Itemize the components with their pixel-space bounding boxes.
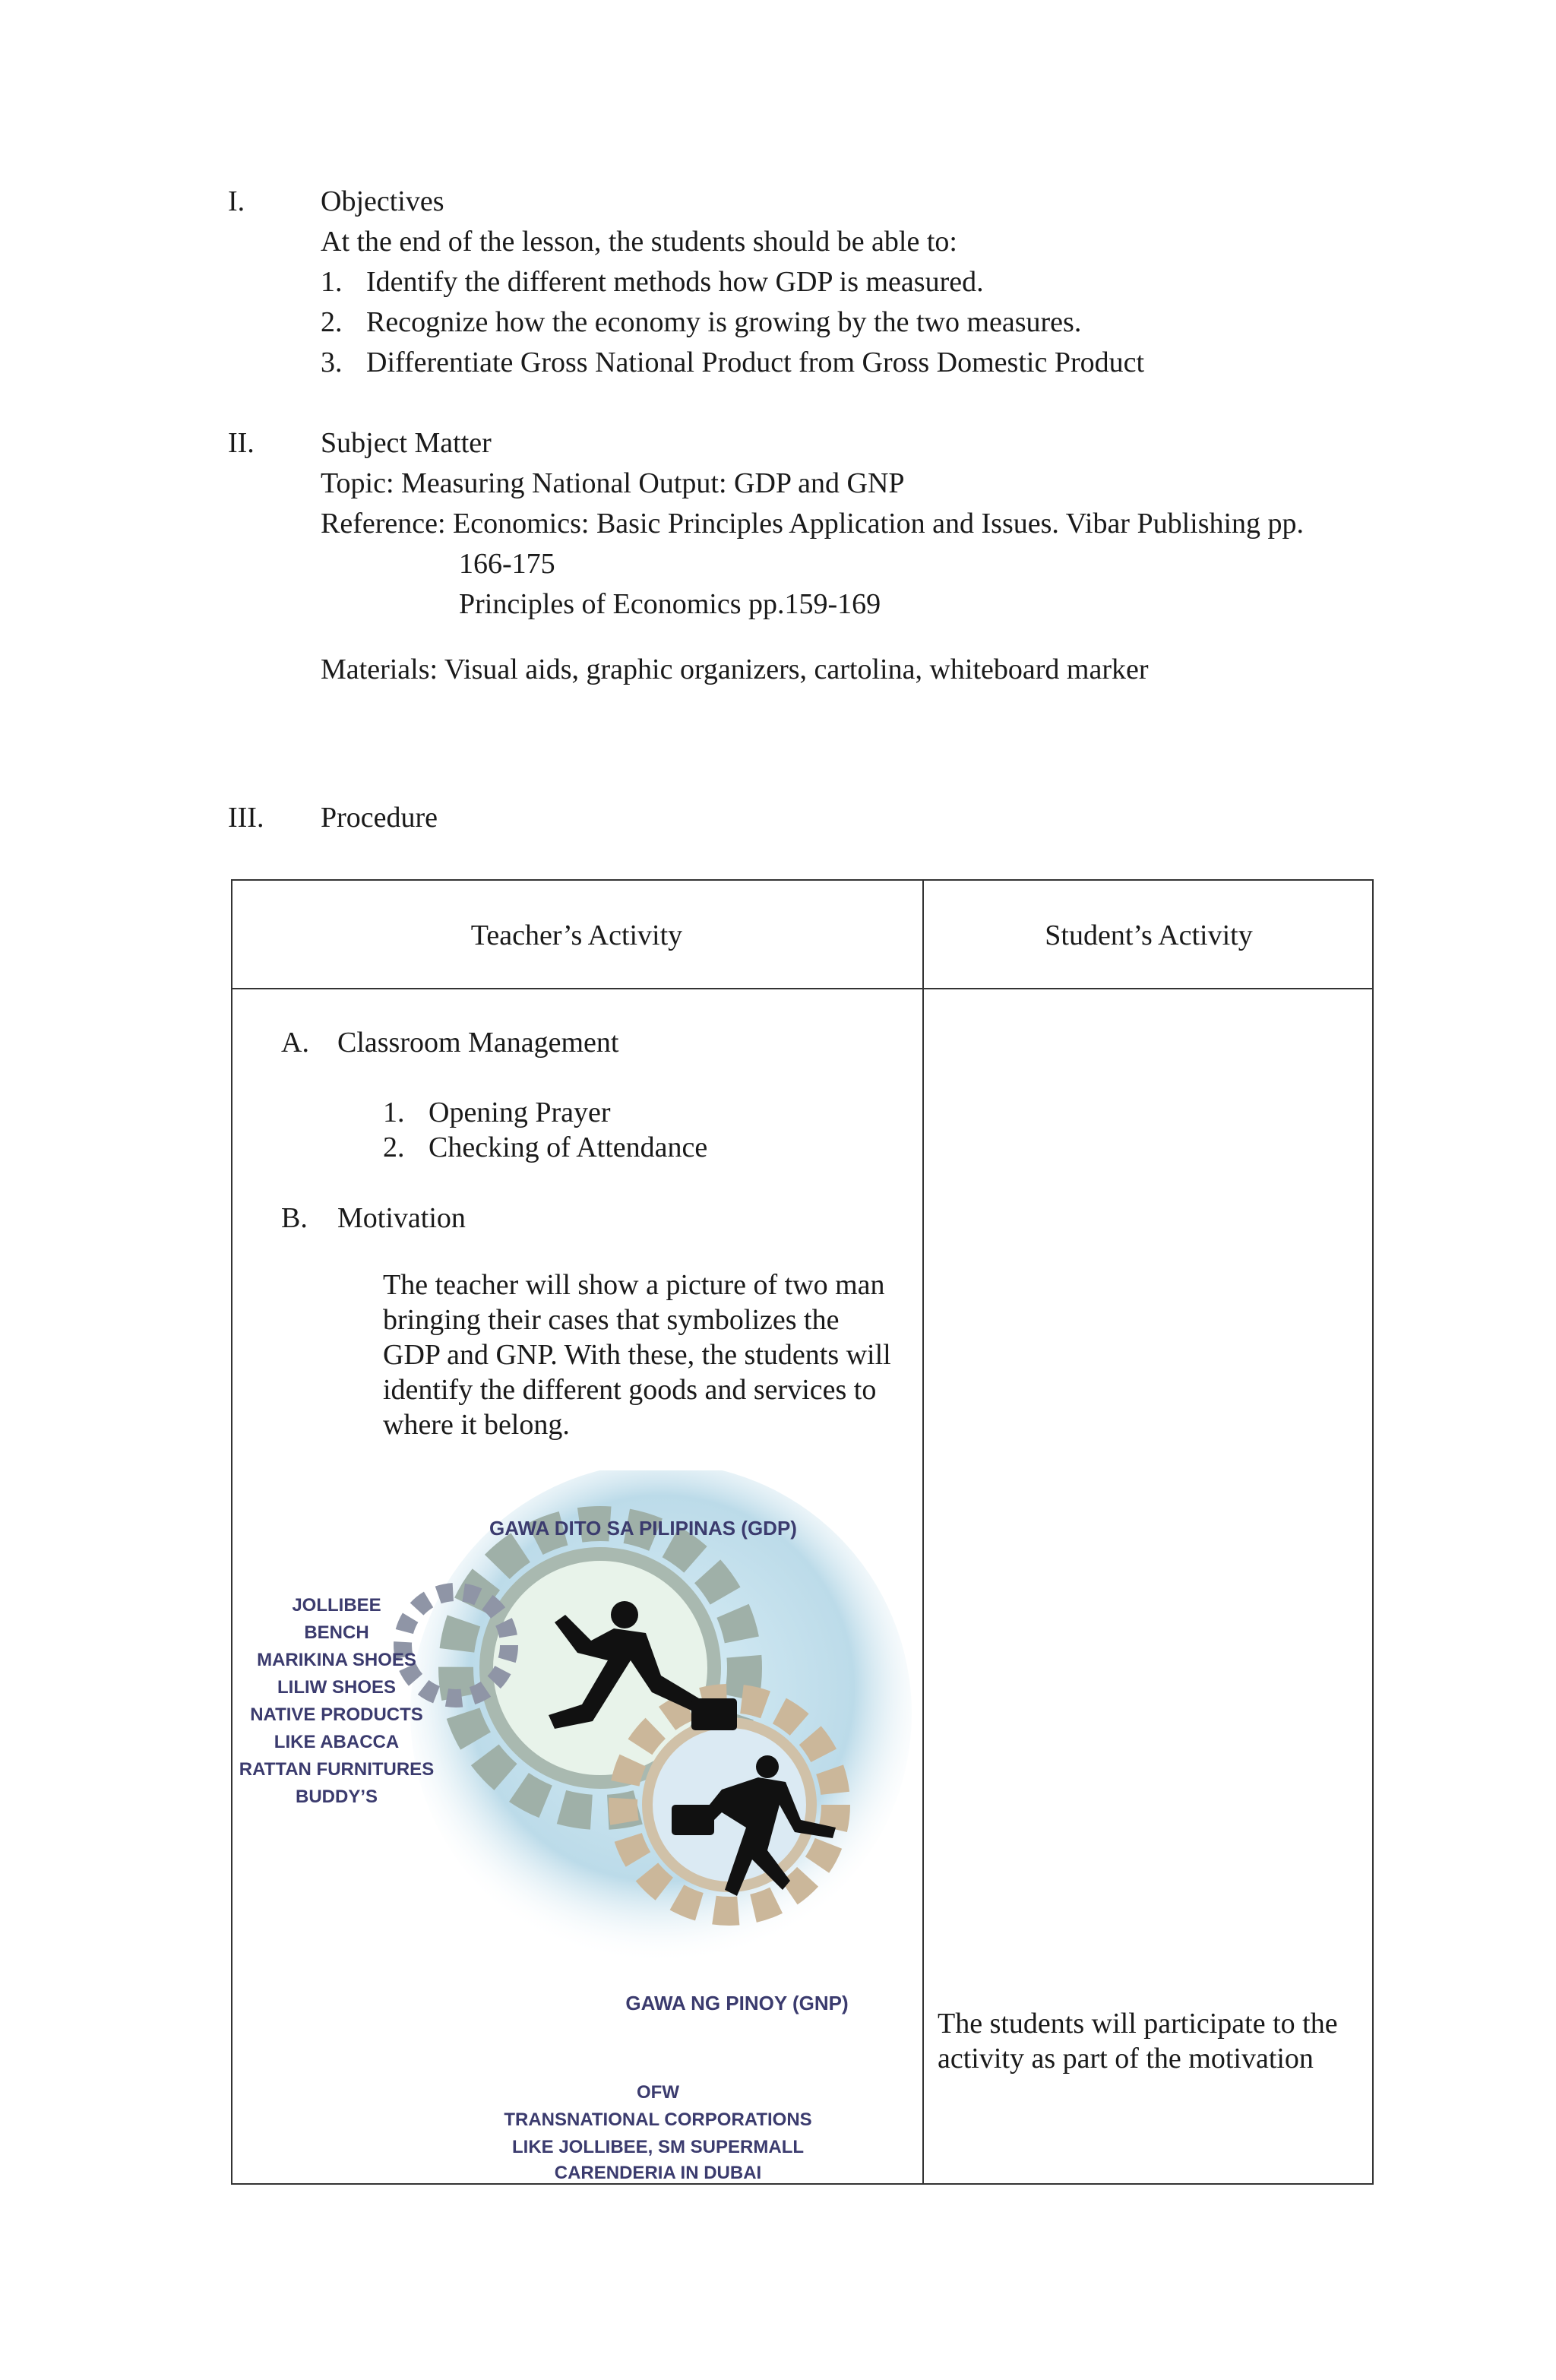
subject-reference-pages: 166-175 xyxy=(459,548,555,580)
objective-item: Differentiate Gross National Product from Gross Domestic Product xyxy=(366,347,1145,378)
gdp-item: BUDDY’S xyxy=(295,1787,378,1807)
procedure-numeral: III. xyxy=(228,802,264,834)
section-a-item-number: 2. xyxy=(383,1131,405,1163)
section-a-letter: A. xyxy=(281,1027,309,1059)
gnp-title: GAWA NG PINOY (GNP) xyxy=(625,1992,849,2014)
objectives-heading: Objectives xyxy=(321,185,444,217)
gnp-item: LIKE JOLLIBEE, SM SUPERMALL xyxy=(511,2137,805,2157)
gdp-item: MARIKINA SHOES xyxy=(257,1650,416,1670)
procedure-heading: Procedure xyxy=(321,802,438,834)
gdp-item: LILIW SHOES xyxy=(277,1677,396,1698)
section-a-item-number: 1. xyxy=(383,1097,405,1128)
gnp-item: CARENDERIA IN DUBAI xyxy=(554,2163,762,2181)
objective-item: Recognize how the economy is growing by the two measures. xyxy=(366,306,1082,338)
objectives-numeral: I. xyxy=(228,185,245,217)
section-b-letter: B. xyxy=(281,1202,308,1234)
table-header-divider xyxy=(231,988,1374,989)
student-activity-header: Student’s Activity xyxy=(1045,919,1253,951)
gdp-gnp-illustration xyxy=(236,1470,919,2181)
section-a-item: Checking of Attendance xyxy=(429,1131,708,1163)
section-b-title: Motivation xyxy=(337,1202,466,1234)
motivation-text: The teacher will show a picture of two man bringing their cases that symbolizes the GDP and GNP. With these, the students will identify the different goods and services to where it belong. xyxy=(383,1269,891,1441)
subject-reference-second: Principles of Economics pp.159-169 xyxy=(459,588,881,620)
gnp-item: OFW xyxy=(637,2082,679,2103)
objective-number: 3. xyxy=(321,347,343,378)
subject-heading: Subject Matter xyxy=(321,427,492,459)
table-column-divider xyxy=(922,879,924,2185)
section-a-item: Opening Prayer xyxy=(429,1097,611,1128)
section-a-title: Classroom Management xyxy=(337,1027,619,1059)
subject-topic: Topic: Measuring National Output: GDP and GNP xyxy=(321,467,905,499)
gdp-item: JOLLIBEE xyxy=(292,1595,381,1616)
objective-item: Identify the different methods how GDP is measured. xyxy=(366,266,984,298)
teacher-activity-header: Teacher’s Activity xyxy=(470,919,683,951)
objective-number: 2. xyxy=(321,306,343,338)
subject-materials: Materials: Visual aids, graphic organizers, cartolina, whiteboard marker xyxy=(321,654,1149,685)
objectives-intro: At the end of the lesson, the students should be able to: xyxy=(321,226,957,258)
gdp-title: GAWA DITO SA PILIPINAS (GDP) xyxy=(489,1517,797,1540)
gdp-item: BENCH xyxy=(304,1622,369,1643)
objective-number: 1. xyxy=(321,266,343,298)
gdp-item: RATTAN FURNITURES xyxy=(239,1759,435,1780)
gdp-item: NATIVE PRODUCTS xyxy=(250,1704,423,1725)
gnp-item: TRANSNATIONAL CORPORATIONS xyxy=(504,2109,812,2130)
subject-numeral: II. xyxy=(228,427,255,459)
subject-reference: Reference: Economics: Basic Principles Application and Issues. Vibar Publishing pp. xyxy=(321,508,1305,540)
gdp-item: LIKE ABACCA xyxy=(274,1732,400,1752)
student-response: The students will participate to the activity as part of the motivation xyxy=(938,2008,1338,2075)
